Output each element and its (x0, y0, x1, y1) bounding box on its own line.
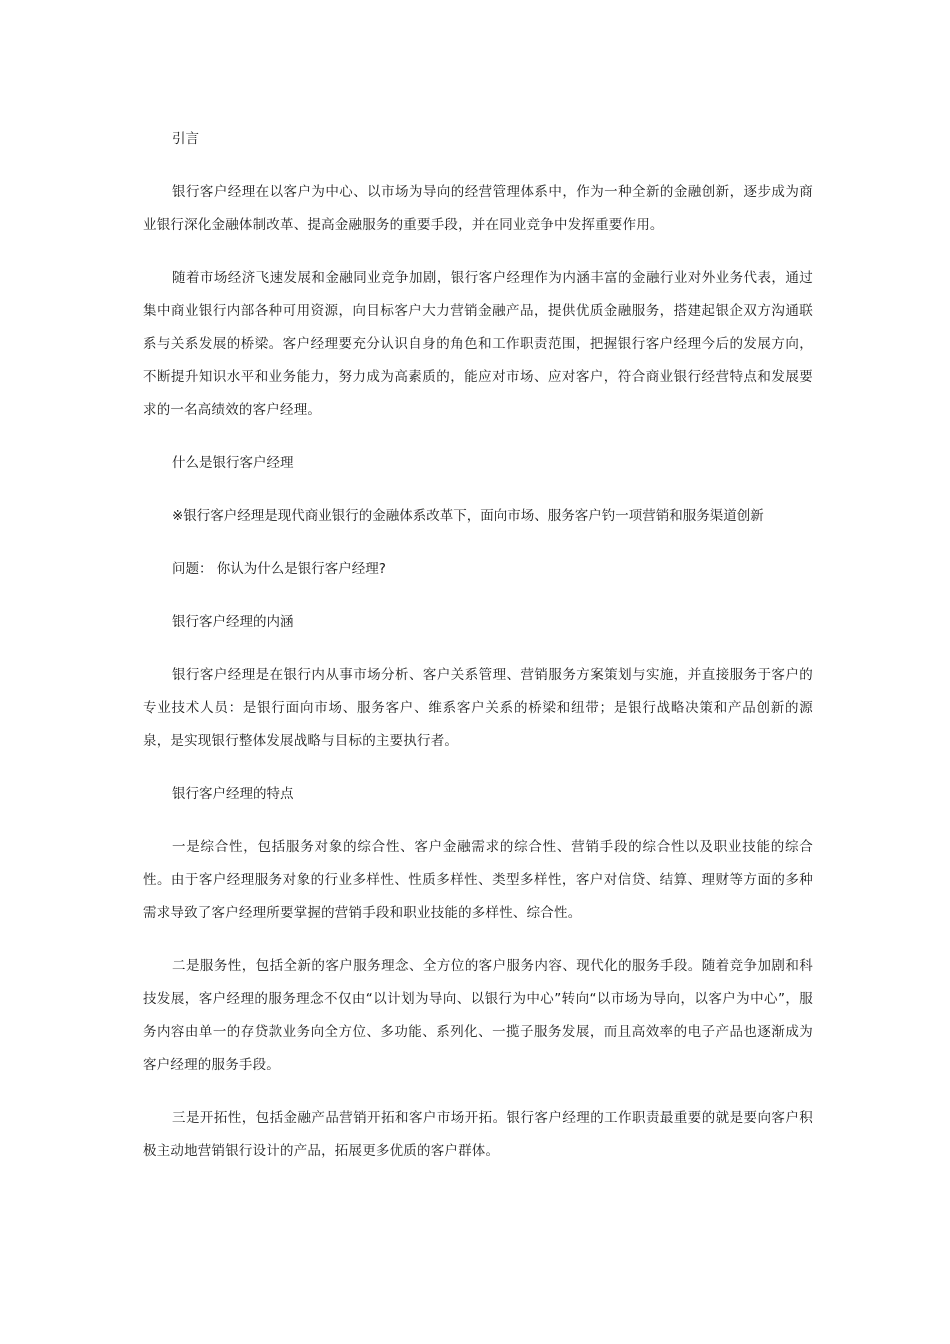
paragraph-connotation: 银行客户经理是在银行内从事市场分析、客户关系管理、营销服务方案策划与实施，并直接服务于客户的专业技术人员：是银行面向市场、服务客户、维系客户关系的桥梁和纽带；是银行战略决策和产品创新的源泉，是实现银行整体发展战略与目标的主要执行者。 (143, 667, 813, 749)
paragraph-feature-service: 二是服务性，包括全新的客户服务理念、全方位的客户服务内容、现代化的服务手段。随着竞争加剧和科技发展，客户经理的服务理念不仅由“以计划为导向、以银行为中心”转向“以市场为导向，以客户为中心”，服务内容由单一的存贷款业务向全方位、多功能、系列化、一揽子服务发展，而且高效率的电子产品也逐渐成为客户经理的服务手段。 (143, 958, 813, 1073)
question-line: 问题： 你认为什么是银行客户经理? (172, 561, 386, 577)
paragraph-feature-pioneering: 三是开拓性，包括金融产品营销开拓和客户市场开拓。银行客户经理的工作职责最重要的就是要向客户积极主动地营销银行设计的产品，拓展更多优质的客户群体。 (143, 1110, 813, 1159)
connotation-heading: 银行客户经理的内涵 (172, 614, 294, 630)
intro-heading: 引言 (172, 131, 199, 147)
features-heading: 银行客户经理的特点 (172, 786, 294, 802)
paragraph-feature-comprehensive: 一是综合性，包括服务对象的综合性、客户金融需求的综合性、营销手段的综合性以及职业技能的综合性。由于客户经理服务对象的行业多样性、性质多样性、类型多样性，客户对信贷、结算、理财等方面的多种需求导致了客户经理所要掌握的营销手段和职业技能的多样性、综合性。 (143, 839, 813, 921)
document-body (143, 123, 813, 1188)
definition-note: ※银行客户经理是现代商业银行的金融体系改革下，面向市场、服务客户钓一项营销和服务渠道创新 (172, 508, 764, 524)
what-is-heading: 什么是银行客户经理 (172, 455, 294, 471)
paragraph-intro: 银行客户经理在以客户为中心、以市场为导向的经营管理体系中，作为一种全新的金融创新，逐步成为商业银行深化金融体制改革、提高金融服务的重要手段，并在同业竞争中发挥重要作用。 (143, 184, 813, 233)
paragraph-background: 随着市场经济飞速发展和金融同业竞争加剧，银行客户经理作为内涵丰富的金融行业对外业务代表，通过集中商业银行内部各种可用资源，向目标客户大力营销金融产品，提供优质金融服务，搭建起银企双方沟通联系与关系发展的桥梁。客户经理要充分认识自身的角色和工作职责范围，把握银行客户经理今后的发展方向，不断提升知识水平和业务能力，努力成为高素质的，能应对市场、应对客户，符合商业银行经营特点和发展要求的一名高绩效的客户经理。 (143, 270, 813, 418)
